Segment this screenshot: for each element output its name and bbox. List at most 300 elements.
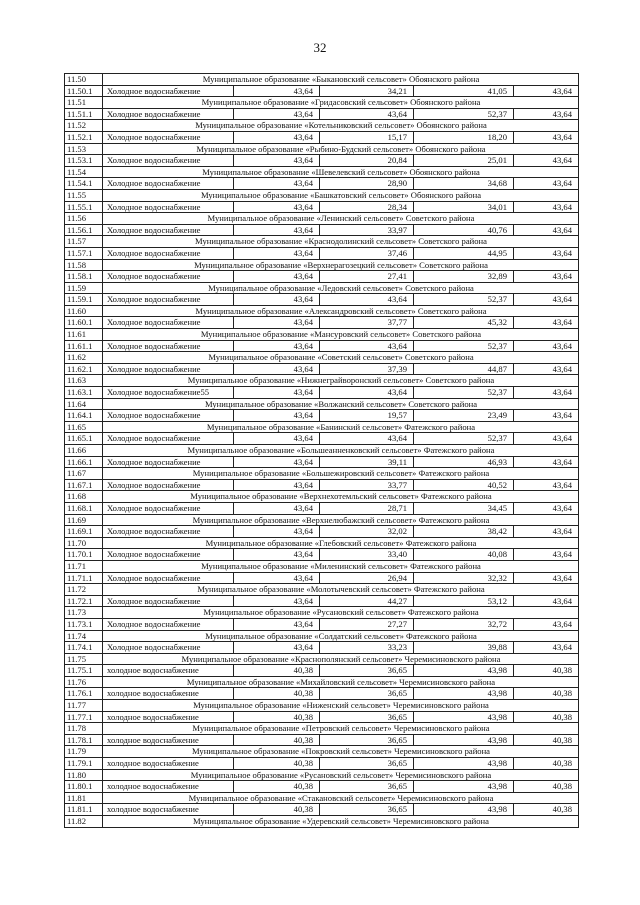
value-cell-3: 34,68: [414, 178, 514, 189]
value-cell-1: 43,64: [234, 109, 320, 120]
row-number: 11.64.1: [65, 410, 103, 421]
value-cell-1: 43,64: [234, 341, 320, 352]
row-number: 11.63: [65, 375, 103, 386]
value-cell-3: 43,98: [414, 712, 514, 723]
table-row: [65, 596, 579, 608]
row-number: 11.58.1: [65, 271, 103, 282]
value-cell-4: 43,64: [514, 178, 579, 189]
value-cell-1: 43,64: [234, 364, 320, 375]
row-number: 11.73: [65, 607, 103, 618]
value-cell-3: 52,37: [414, 341, 514, 352]
service-label: Холодное водоснабжение: [104, 86, 234, 97]
row-number: 11.69.1: [65, 526, 103, 537]
municipality-title: Муниципальное образование «Рыбино-Будский сельсовет» Обоянского района: [104, 144, 579, 155]
value-cell-2: 36,65: [320, 758, 414, 769]
value-cell-1: 43,64: [234, 132, 320, 143]
value-cell-2: 34,21: [320, 86, 414, 97]
service-label: Холодное водоснабжение: [104, 642, 234, 653]
row-number: 11.50: [65, 74, 103, 85]
value-cell-2: 36,65: [320, 804, 414, 815]
row-number: 11.58: [65, 260, 103, 271]
row-number: 11.77: [65, 700, 103, 711]
row-number: 11.52.1: [65, 132, 103, 143]
value-cell-4: 43,64: [514, 364, 579, 375]
value-cell-3: 53,12: [414, 596, 514, 607]
row-number: 11.62.1: [65, 364, 103, 375]
value-cell-3: 43,98: [414, 758, 514, 769]
table-row: [65, 86, 579, 98]
value-cell-4: 43,64: [514, 457, 579, 468]
row-number: 11.56: [65, 213, 103, 224]
value-cell-4: 43,64: [514, 410, 579, 421]
municipality-title: Муниципальное образование «Шевелевский сельсовет» Обоянского района: [104, 167, 579, 178]
municipality-title: Муниципальное образование «Покровский сельсовет» Черемисиновского района: [104, 746, 579, 757]
value-cell-2: 43,64: [320, 433, 414, 444]
value-cell-2: 37,77: [320, 317, 414, 328]
value-cell-1: 43,64: [234, 178, 320, 189]
value-cell-4: 43,64: [514, 202, 579, 213]
value-cell-2: 36,65: [320, 781, 414, 792]
section-header-row: [65, 793, 579, 805]
section-header-row: [65, 120, 579, 132]
section-header-row: [65, 144, 579, 156]
value-cell-4: 40,38: [514, 735, 579, 746]
value-cell-2: 28,71: [320, 503, 414, 514]
value-cell-1: 40,38: [234, 688, 320, 699]
value-cell-2: 36,65: [320, 712, 414, 723]
row-number: 11.56.1: [65, 225, 103, 236]
section-header-row: [65, 445, 579, 457]
value-cell-2: 43,64: [320, 341, 414, 352]
value-cell-2: 28,90: [320, 178, 414, 189]
section-header-row: [65, 723, 579, 735]
service-label: Холодное водоснабжение: [104, 410, 234, 421]
service-label: Холодное водоснабжение: [104, 433, 234, 444]
service-label: Холодное водоснабжение: [104, 364, 234, 375]
row-number: 11.79: [65, 746, 103, 757]
table-row: [65, 573, 579, 585]
row-number: 11.70.1: [65, 549, 103, 560]
service-label: Холодное водоснабжение: [104, 178, 234, 189]
row-number: 11.76.1: [65, 688, 103, 699]
value-cell-1: 43,64: [234, 642, 320, 653]
row-number: 11.53.1: [65, 155, 103, 166]
service-label: холодное водоснабжение: [104, 781, 234, 792]
municipality-title: Муниципальное образование «Быкановский сельсовет» Обоянского района: [104, 74, 579, 85]
service-label: Холодное водоснабжение: [104, 225, 234, 236]
row-number: 11.59.1: [65, 294, 103, 305]
section-header-row: [65, 260, 579, 272]
row-number: 11.54.1: [65, 178, 103, 189]
row-number: 11.71: [65, 561, 103, 572]
section-header-row: [65, 468, 579, 480]
municipality-title: Муниципальное образование «Петровский сельсовет» Черемисиновского района: [104, 723, 579, 734]
row-number: 11.65: [65, 422, 103, 433]
value-cell-3: 43,98: [414, 804, 514, 815]
section-header-row: [65, 74, 579, 86]
row-number: 11.71.1: [65, 573, 103, 584]
service-label: Холодное водоснабжение: [104, 271, 234, 282]
value-cell-2: 37,39: [320, 364, 414, 375]
value-cell-4: 43,64: [514, 132, 579, 143]
value-cell-3: 25,01: [414, 155, 514, 166]
value-cell-4: 43,64: [514, 503, 579, 514]
section-header-row: [65, 561, 579, 573]
value-cell-2: 33,23: [320, 642, 414, 653]
municipality-title: Муниципальное образование «Ниженский сельсовет» Черемисиновского района: [104, 700, 579, 711]
value-cell-2: 36,65: [320, 735, 414, 746]
section-header-row: [65, 167, 579, 179]
section-header-row: [65, 375, 579, 387]
municipality-title: Муниципальное образование «Ледовский сельсовет» Советского района: [104, 283, 579, 294]
municipality-title: Муниципальное образование «Верхнехотемльский сельсовет» Фатежского района: [104, 491, 579, 502]
value-cell-1: 43,64: [234, 387, 320, 398]
table-row: [65, 271, 579, 283]
row-number: 11.67: [65, 468, 103, 479]
row-number: 11.51.1: [65, 109, 103, 120]
section-header-row: [65, 584, 579, 596]
value-cell-4: 43,64: [514, 109, 579, 120]
table-row: [65, 178, 579, 190]
value-cell-3: 43,98: [414, 735, 514, 746]
municipality-title: Муниципальное образование «Краснодолинский сельсовет» Советского района: [104, 236, 579, 247]
value-cell-4: 43,64: [514, 387, 579, 398]
value-cell-4: 40,38: [514, 804, 579, 815]
municipality-title: Муниципальное образование «Башкатовский сельсовет» Обоянского района: [104, 190, 579, 201]
municipality-title: Муниципальное образование «Советский сельсовет» Советского района: [104, 352, 579, 363]
value-cell-3: 41,05: [414, 86, 514, 97]
row-number: 11.51: [65, 97, 103, 108]
row-number: 11.81: [65, 793, 103, 804]
table-row: [65, 526, 579, 538]
table-row: [65, 202, 579, 214]
service-label: Холодное водоснабжение: [104, 132, 234, 143]
row-number: 11.52: [65, 120, 103, 131]
row-number: 11.75: [65, 654, 103, 665]
municipality-title: Муниципальное образование «Михайловский сельсовет» Черемисиновского района: [104, 677, 579, 688]
municipality-title: Муниципальное образование «Ленинский сельсовет» Советского района: [104, 213, 579, 224]
value-cell-3: 32,89: [414, 271, 514, 282]
row-number: 11.68.1: [65, 503, 103, 514]
value-cell-1: 43,64: [234, 526, 320, 537]
row-number: 11.65.1: [65, 433, 103, 444]
value-cell-3: 34,01: [414, 202, 514, 213]
section-header-row: [65, 190, 579, 202]
value-cell-3: 46,93: [414, 457, 514, 468]
section-header-row: [65, 515, 579, 527]
section-header-row: [65, 770, 579, 782]
value-cell-1: 43,64: [234, 294, 320, 305]
table-row: [65, 688, 579, 700]
value-cell-1: 43,64: [234, 549, 320, 560]
value-cell-4: 43,64: [514, 225, 579, 236]
value-cell-2: 43,64: [320, 109, 414, 120]
municipality-title: Муниципальное образование «Стакановский сельсовет» Черемисиновского района: [104, 793, 579, 804]
row-number: 11.61: [65, 329, 103, 340]
row-number: 11.78: [65, 723, 103, 734]
value-cell-3: 34,45: [414, 503, 514, 514]
table-row: [65, 457, 579, 469]
value-cell-4: 43,64: [514, 549, 579, 560]
service-label: Холодное водоснабжение: [104, 109, 234, 120]
value-cell-3: 44,87: [414, 364, 514, 375]
value-cell-3: 39,88: [414, 642, 514, 653]
value-cell-3: 52,37: [414, 433, 514, 444]
municipality-title: Муниципальное образование «Глебовский сельсовет» Фатежского района: [104, 538, 579, 549]
value-cell-1: 43,64: [234, 202, 320, 213]
value-cell-1: 40,38: [234, 758, 320, 769]
municipality-title: Муниципальное образование «Банинский сельсовет» Фатежского района: [104, 422, 579, 433]
row-number: 11.68: [65, 491, 103, 502]
value-cell-1: 43,64: [234, 573, 320, 584]
service-label: Холодное водоснабжение: [104, 596, 234, 607]
row-number: 11.60: [65, 306, 103, 317]
value-cell-1: 43,64: [234, 596, 320, 607]
row-number: 11.72: [65, 584, 103, 595]
municipality-title: Муниципальное образование «Краснополянский сельсовет» Черемисиновского района: [104, 654, 579, 665]
section-header-row: [65, 236, 579, 248]
value-cell-4: 43,64: [514, 271, 579, 282]
service-label: холодное водоснабжение: [104, 688, 234, 699]
row-number: 11.64: [65, 399, 103, 410]
section-header-row: [65, 306, 579, 318]
municipality-title: Муниципальное образование «Большеанненковский сельсовет» Фатежского района: [104, 445, 579, 456]
municipality-title: Муниципальное образование «Гридасовский сельсовет» Обоянского района: [104, 97, 579, 108]
value-cell-2: 44,27: [320, 596, 414, 607]
table-row: [65, 549, 579, 561]
value-cell-1: 43,64: [234, 433, 320, 444]
table-row: [65, 804, 579, 816]
row-number: 11.55: [65, 190, 103, 201]
table-row: [65, 665, 579, 677]
value-cell-1: 43,64: [234, 248, 320, 259]
value-cell-2: 39,11: [320, 457, 414, 468]
table-row: [65, 341, 579, 353]
municipality-title: Муниципальное образование «Солдатский сельсовет» Фатежского района: [104, 631, 579, 642]
service-label: Холодное водоснабжение: [104, 573, 234, 584]
value-cell-1: 40,38: [234, 804, 320, 815]
service-label: холодное водоснабжение: [104, 735, 234, 746]
table-row: [65, 642, 579, 654]
municipality-title: Муниципальное образование «Большежировский сельсовет» Фатежского района: [104, 468, 579, 479]
value-cell-2: 36,65: [320, 665, 414, 676]
table-row: [65, 155, 579, 167]
row-number: 11.81.1: [65, 804, 103, 815]
row-number: 11.66.1: [65, 457, 103, 468]
value-cell-1: 43,64: [234, 457, 320, 468]
value-cell-2: 27,27: [320, 619, 414, 630]
value-cell-1: 43,64: [234, 271, 320, 282]
row-number: 11.80.1: [65, 781, 103, 792]
service-label: Холодное водоснабжение: [104, 155, 234, 166]
value-cell-4: 40,38: [514, 781, 579, 792]
section-header-row: [65, 399, 579, 411]
row-number: 11.70: [65, 538, 103, 549]
row-number: 11.50.1: [65, 86, 103, 97]
value-cell-4: 40,38: [514, 688, 579, 699]
value-cell-2: 20,84: [320, 155, 414, 166]
service-label: холодное водоснабжение: [104, 665, 234, 676]
value-cell-4: 43,64: [514, 86, 579, 97]
value-cell-2: 15,17: [320, 132, 414, 143]
value-cell-2: 36,65: [320, 688, 414, 699]
row-number: 11.76: [65, 677, 103, 688]
row-number: 11.79.1: [65, 758, 103, 769]
municipality-title: Муниципальное образование «Молотычевский сельсовет» Фатежского района: [104, 584, 579, 595]
service-label: Холодное водоснабжение: [104, 549, 234, 560]
section-header-row: [65, 491, 579, 503]
table-row: [65, 758, 579, 770]
value-cell-3: 52,37: [414, 387, 514, 398]
row-number: 11.66: [65, 445, 103, 456]
value-cell-3: 45,32: [414, 317, 514, 328]
municipality-title: Муниципальное образование «Верхнерагозецкий сельсовет» Советского района: [104, 260, 579, 271]
value-cell-3: 43,98: [414, 688, 514, 699]
table-row: [65, 109, 579, 121]
row-number: 11.61.1: [65, 341, 103, 352]
service-label: Холодное водоснабжение: [104, 341, 234, 352]
row-number: 11.69: [65, 515, 103, 526]
table-row: [65, 225, 579, 237]
section-header-row: [65, 746, 579, 758]
section-header-row: [65, 283, 579, 295]
value-cell-3: 52,37: [414, 294, 514, 305]
section-header-row: [65, 538, 579, 550]
section-header-row: [65, 816, 579, 828]
value-cell-1: 43,64: [234, 86, 320, 97]
value-cell-1: 43,64: [234, 480, 320, 491]
row-number: 11.80: [65, 770, 103, 781]
municipality-title: Муниципальное образование «Александровский сельсовет» Советского района: [104, 306, 579, 317]
municipality-title: Муниципальное образование «Нижнеграйворонский сельсовет» Советского района: [104, 375, 579, 386]
value-cell-3: 32,72: [414, 619, 514, 630]
municipality-title: Муниципальное образование «Миленинский сельсовет» Фатежского района: [104, 561, 579, 572]
value-cell-4: 43,64: [514, 341, 579, 352]
row-number: 11.74.1: [65, 642, 103, 653]
value-cell-1: 43,64: [234, 225, 320, 236]
table-row: [65, 503, 579, 515]
value-cell-2: 26,94: [320, 573, 414, 584]
value-cell-1: 40,38: [234, 781, 320, 792]
value-cell-4: 40,38: [514, 758, 579, 769]
service-label: Холодное водоснабжение: [104, 503, 234, 514]
service-label: Холодное водоснабжение: [104, 294, 234, 305]
row-number: 11.72.1: [65, 596, 103, 607]
value-cell-2: 28,34: [320, 202, 414, 213]
section-header-row: [65, 352, 579, 364]
municipality-title: Муниципальное образование «Русановский сельсовет» Черемисиновского района: [104, 770, 579, 781]
table-row: [65, 317, 579, 329]
section-header-row: [65, 700, 579, 712]
row-number: 11.82: [65, 816, 103, 827]
municipality-title: Муниципальное образование «Мансуровский сельсовет» Советского района: [104, 329, 579, 340]
municipality-title: Муниципальное образование «Удеревский сельсовет» Черемисиновского района: [104, 816, 579, 827]
value-cell-1: 40,38: [234, 735, 320, 746]
section-header-row: [65, 654, 579, 666]
value-cell-4: 43,64: [514, 155, 579, 166]
row-number: 11.54: [65, 167, 103, 178]
value-cell-2: 32,02: [320, 526, 414, 537]
value-cell-1: 43,64: [234, 317, 320, 328]
section-header-row: [65, 329, 579, 341]
row-number: 11.63.1: [65, 387, 103, 398]
row-number: 11.55.1: [65, 202, 103, 213]
tariff-table: [64, 73, 579, 828]
row-number: 11.53: [65, 144, 103, 155]
value-cell-1: 43,64: [234, 619, 320, 630]
section-header-row: [65, 677, 579, 689]
value-cell-1: 43,64: [234, 155, 320, 166]
value-cell-4: 43,64: [514, 480, 579, 491]
table-row: [65, 132, 579, 144]
service-label: Холодное водоснабжение55: [104, 387, 234, 398]
value-cell-2: 19,57: [320, 410, 414, 421]
value-cell-3: 23,49: [414, 410, 514, 421]
value-cell-1: 43,64: [234, 410, 320, 421]
section-header-row: [65, 607, 579, 619]
table-row: [65, 364, 579, 376]
section-header-row: [65, 213, 579, 225]
service-label: Холодное водоснабжение: [104, 526, 234, 537]
row-number: 11.57.1: [65, 248, 103, 259]
value-cell-3: 43,98: [414, 665, 514, 676]
table-row: [65, 248, 579, 260]
value-cell-1: 40,38: [234, 712, 320, 723]
value-cell-3: 52,37: [414, 109, 514, 120]
value-cell-4: 43,64: [514, 573, 579, 584]
value-cell-3: 38,42: [414, 526, 514, 537]
service-label: Холодное водоснабжение: [104, 317, 234, 328]
value-cell-2: 43,64: [320, 387, 414, 398]
value-cell-2: 33,40: [320, 549, 414, 560]
section-header-row: [65, 422, 579, 434]
municipality-title: Муниципальное образование «Верхнелюбажский сельсовет» Фатежского района: [104, 515, 579, 526]
value-cell-3: 40,08: [414, 549, 514, 560]
page-number: 32: [313, 40, 327, 55]
table-row: [65, 410, 579, 422]
row-number: 11.62: [65, 352, 103, 363]
value-cell-4: 43,64: [514, 619, 579, 630]
value-cell-4: 40,38: [514, 665, 579, 676]
service-label: Холодное водоснабжение: [104, 248, 234, 259]
value-cell-3: 32,32: [414, 573, 514, 584]
table-row: [65, 480, 579, 492]
section-header-row: [65, 97, 579, 109]
table-row: [65, 387, 579, 399]
service-label: Холодное водоснабжение: [104, 202, 234, 213]
service-label: холодное водоснабжение: [104, 712, 234, 723]
municipality-title: Муниципальное образование «Русановский сельсовет» Фатежского района: [104, 607, 579, 618]
value-cell-2: 43,64: [320, 294, 414, 305]
value-cell-1: 40,38: [234, 665, 320, 676]
row-number: 11.67.1: [65, 480, 103, 491]
row-number: 11.57: [65, 236, 103, 247]
row-number: 11.74: [65, 631, 103, 642]
value-cell-2: 27,41: [320, 271, 414, 282]
service-label: холодное водоснабжение: [104, 804, 234, 815]
value-cell-4: 43,64: [514, 526, 579, 537]
value-cell-3: 18,20: [414, 132, 514, 143]
table-row: [65, 735, 579, 747]
row-number: 11.59: [65, 283, 103, 294]
row-number: 11.75.1: [65, 665, 103, 676]
value-cell-4: 43,64: [514, 294, 579, 305]
table-row: [65, 619, 579, 631]
service-label: Холодное водоснабжение: [104, 619, 234, 630]
value-cell-1: 43,64: [234, 503, 320, 514]
value-cell-4: 43,64: [514, 642, 579, 653]
table-row: [65, 712, 579, 724]
